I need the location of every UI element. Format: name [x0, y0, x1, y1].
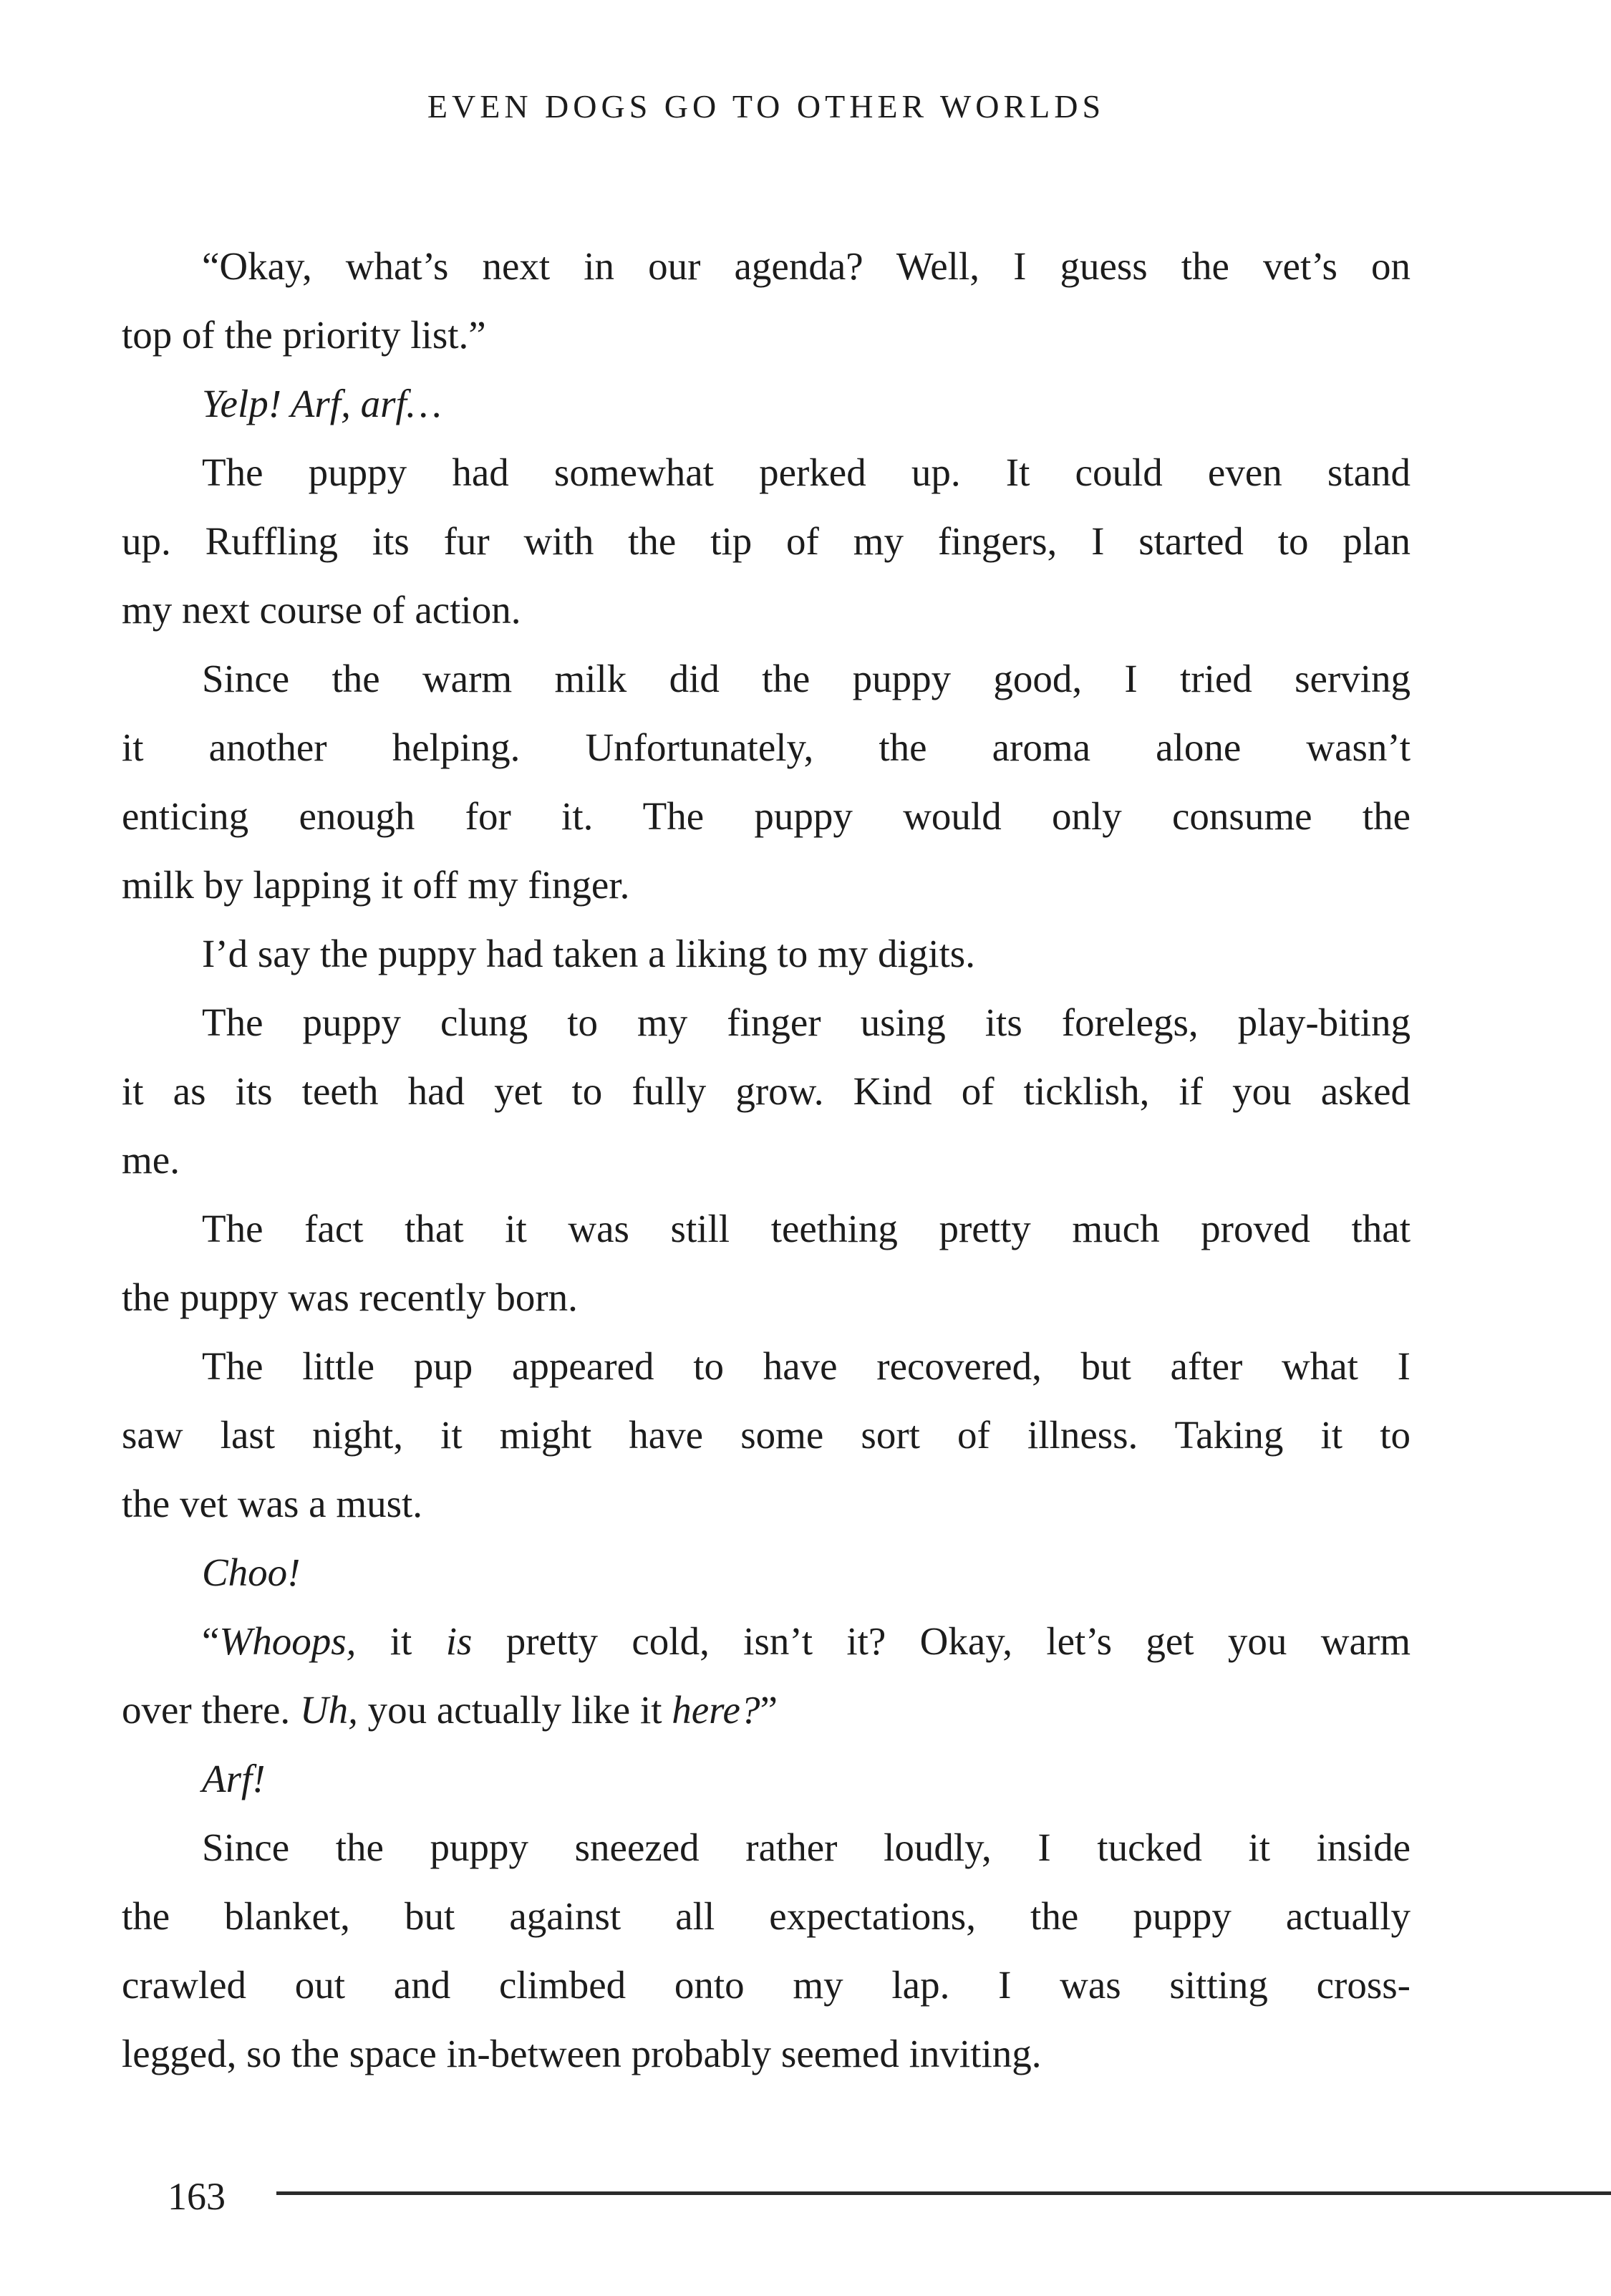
text-line: Since the warm milk did the puppy good, I tried serving [202, 657, 1411, 700]
text-line [122, 1607, 1411, 1676]
text-line: the blanket, but against all expectations, the puppy actually [122, 1894, 1411, 1938]
text-line: it another helping. Unfortunately, the aroma alone wasn’t [122, 725, 1411, 769]
text-segment: it [356, 1619, 446, 1663]
running-header: EVEN DOGS GO TO OTHER WORLDS [427, 88, 1106, 125]
text-line: the vet was a must. [122, 1482, 423, 1525]
text-line: Arf! [202, 1757, 266, 1800]
text-line: Yelp! Arf, arf… [202, 382, 442, 425]
text-segment: Uh, [299, 1688, 358, 1732]
text-line: “Okay, what’s next in our agenda? Well, I guess the vet’s on [202, 244, 1411, 288]
body-text [122, 232, 1411, 2088]
page-number: 163 [168, 2175, 226, 2218]
text-line: it as its teeth had yet to fully grow. Kind of ticklish, if you asked [122, 1069, 1411, 1113]
text-line: Choo! [202, 1550, 301, 1594]
text-segment: is [445, 1619, 473, 1663]
text-line: The little pup appeared to have recovered, but after what I [202, 1344, 1411, 1388]
text-segment: ” [760, 1688, 778, 1732]
text-line: Since the puppy sneezed rather loudly, I tucked it inside [202, 1825, 1411, 1869]
text-line: me. [122, 1138, 180, 1182]
text-segment: here? [672, 1688, 760, 1732]
text-line: legged, so the space in-between probably seemed inviting. [122, 2032, 1042, 2075]
text-segment: “ [202, 1619, 220, 1663]
text-line: enticing enough for it. The puppy would only consume the [122, 794, 1411, 838]
text-segment: over there. [122, 1688, 300, 1732]
text-line: crawled out and climbed onto my lap. I was sitting cross- [122, 1963, 1411, 2007]
text-line [122, 1676, 1411, 1745]
text-line: saw last night, it might have some sort of illness. Taking it to [122, 1413, 1411, 1457]
text-line: The fact that it was still teething pretty much proved that [202, 1207, 1411, 1250]
text-line: top of the priority list.” [122, 313, 486, 357]
text-line: up. Ruffling its fur with the tip of my fingers, I started to plan [122, 519, 1411, 563]
text-segment: pretty cold, isn’t it? Okay, let’s get you warm [472, 1619, 1411, 1663]
text-line: I’d say the puppy had taken a liking to my digits. [202, 932, 975, 975]
text-line: The puppy had somewhat perked up. It could even stand [202, 450, 1411, 494]
text-segment: you actually like it [357, 1688, 672, 1732]
footer-rule [276, 2191, 1611, 2195]
text-line: milk by lapping it off my finger. [122, 863, 630, 907]
text-segment: Whoops, [219, 1619, 357, 1663]
text-line: The puppy clung to my finger using its forelegs, play-biting [202, 1000, 1411, 1044]
text-line: the puppy was recently born. [122, 1275, 578, 1319]
text-line: my next course of action. [122, 588, 521, 632]
